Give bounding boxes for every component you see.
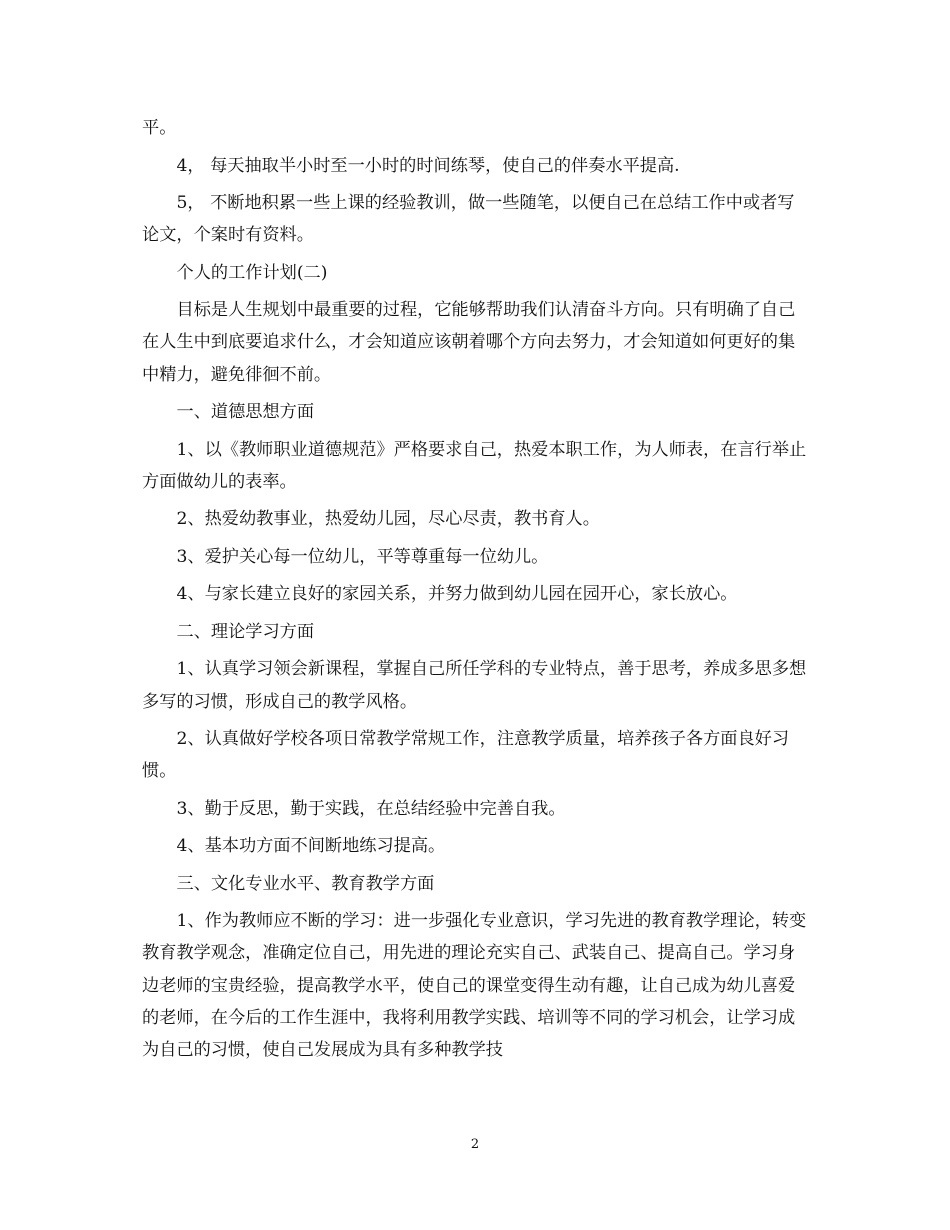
- paragraph: 3、爱护关心每一位幼儿，平等尊重每一位幼儿。: [176, 546, 549, 567]
- paragraph: 1、以《教师职业道德规范》严格要求自己，热爱本职工作，为人师表，在言行举止方面做幼儿的表率。: [142, 439, 807, 492]
- paragraph: 5， 不断地积累一些上课的经验教训，做一些随笔，以便自己在总结工作中或者写论文，个案时有资料。: [142, 193, 795, 246]
- body-text: [142, 112, 810, 1072]
- paragraph: 3、勤于反思，勤于实践，在总结经验中完善自我。: [176, 798, 566, 819]
- paragraph: 4、与家长建立良好的家园关系，并努力做到幼儿园在园开心，家长放心。: [176, 584, 738, 605]
- paragraph: 2、热爱幼教事业，热爱幼儿园，尽心尽责，教书育人。: [176, 509, 600, 530]
- paragraph: 2、认真做好学校各项日常教学常规工作，注意教学质量，培养孩子各方面良好习惯。: [142, 729, 790, 782]
- section-heading: 一、道德思想方面: [176, 402, 315, 423]
- paragraph: 平。: [142, 118, 177, 138]
- paragraph: 目标是人生规划中最重要的过程，它能够帮助我们认清奋斗方向。只有明确了自己在人生中到底要追求什么，才会知道应该朝着哪个方向去努力，才会知道如何更好的集中精力，避免徘徊不前。: [142, 300, 796, 385]
- paragraph: 1、认真学习领会新课程，掌握自己所任学科的专业特点，善于思考，养成多思多想多写的习惯，形成自己的教学风格。: [142, 659, 807, 712]
- section-heading: 二、理论学习方面: [176, 621, 315, 642]
- paragraph: 4、基本功方面不间断地练习提高。: [176, 836, 446, 857]
- paragraph: 1、作为教师应不断的学习：进一步强化专业意识，学习先进的教育教学理论，转变教育教学观念，准确定位自己，用先进的理论充实自己、武装自己、提高自己。学习身边老师的宝贵经验，提高教学水平，使自己的课堂变得生动有趣，让自己成为幼儿喜爱的老师，在今后的工作生涯中，我将利用教学实践、培训等不同的学习机会，让学习成为自己的习惯，使自己发展成为具有多种教学技: [142, 911, 807, 1061]
- section-heading: 个人的工作计划(二): [176, 262, 328, 283]
- section-heading: 三、文化专业水平、教育教学方面: [176, 873, 435, 894]
- paragraph: 4， 每天抽取半小时至一小时的时间练琴，使自己的伴奏水平提高.: [176, 155, 680, 176]
- page-number: 2: [470, 1137, 480, 1152]
